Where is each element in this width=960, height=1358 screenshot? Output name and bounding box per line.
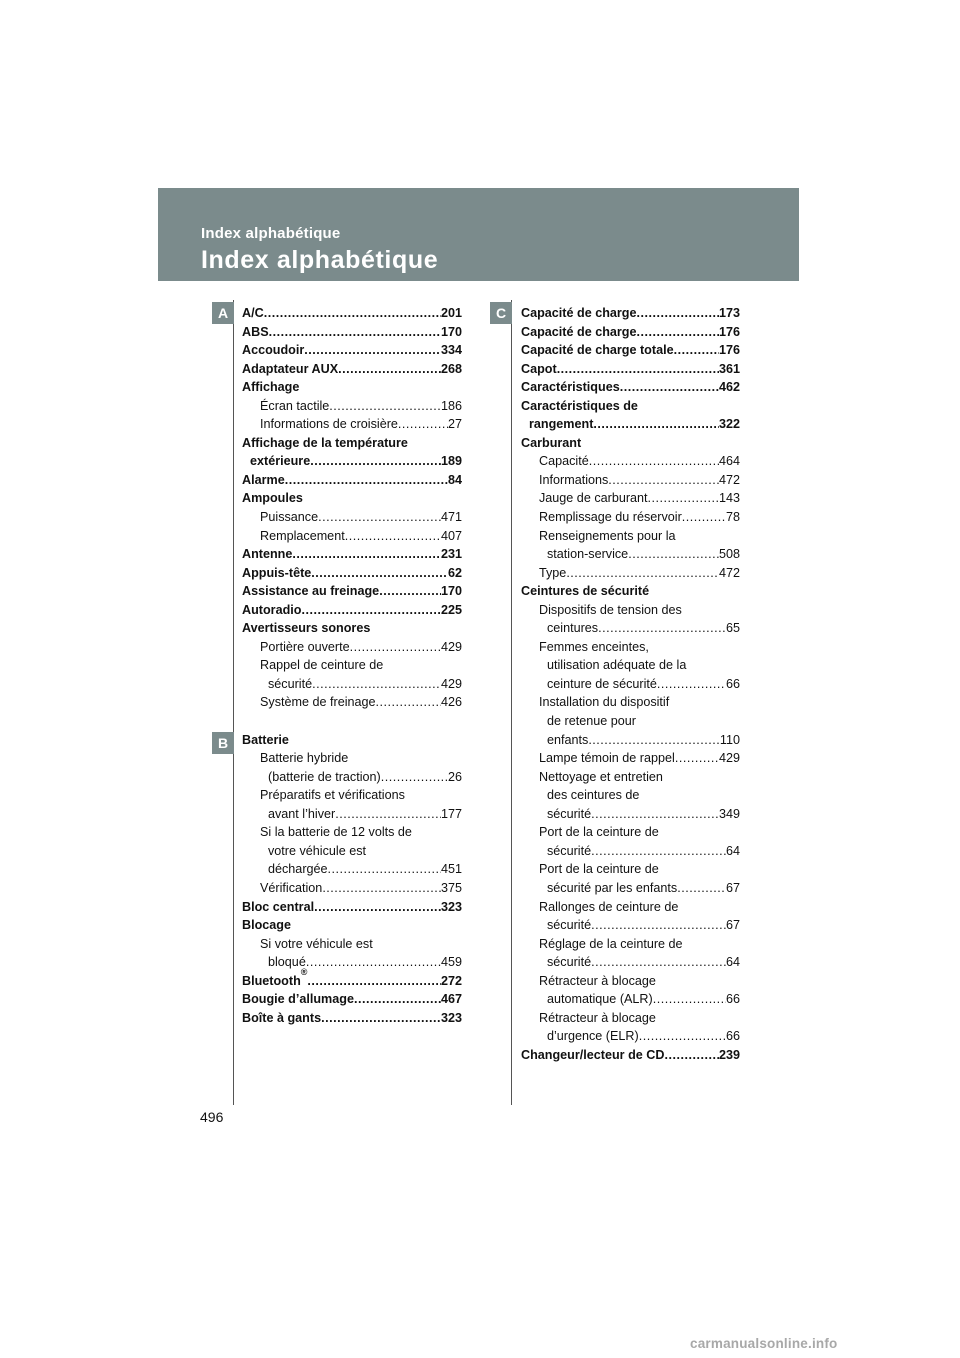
entry-term: Capacité de charge totale [521,343,674,358]
index-entry [242,786,462,805]
index-entry [521,601,740,620]
entry-page: 170 [440,324,462,339]
index-entry [242,768,462,787]
dot-leader [637,304,719,323]
dot-leader [628,545,719,564]
index-entry [521,749,740,768]
index-entry [242,656,462,675]
entry-page: 67 [725,880,740,895]
section-badge-c: C [490,302,512,324]
entry-page: 322 [718,417,740,432]
index-entry [242,675,462,694]
entry-term: Batterie [242,732,289,747]
index-entry [521,879,740,898]
index-entry [521,1046,740,1065]
entry-term: Remplissage du réservoir [539,510,682,525]
entry-term: rangement [529,417,594,432]
entry-page: 143 [718,491,740,506]
entry-page: 429 [440,639,462,654]
entry-term: Jauge de carburant [539,491,648,506]
index-entry [521,545,740,564]
entry-term: Si la batterie de 12 volts de [260,825,412,840]
entry-page: 66 [725,992,740,1007]
entry-term: Femmes enceintes, [539,639,649,654]
index-entry [521,675,740,694]
dot-leader [591,916,726,935]
dot-leader [682,508,726,527]
section-gap [242,712,462,731]
entry-term: sécurité [268,676,313,691]
index-entry [242,582,462,601]
entry-term: Batterie hybride [260,751,349,766]
entry-page: 471 [440,510,462,525]
entry-term: Blocage [242,918,291,933]
index-entry [242,360,462,379]
entry-page: 201 [440,306,462,320]
index-entry [521,786,740,805]
entry-term: ceintures [547,621,599,636]
entry-term: ABS [242,324,269,339]
entry-term: Changeur/lecteur de CD [521,1047,665,1062]
index-entry [242,916,462,935]
index-entry [521,990,740,1009]
entry-term: Puissance [260,510,319,525]
dot-leader [285,471,448,490]
entry-term: sécurité [547,843,592,858]
entry-term: avant l’hiver [268,806,336,821]
index-entry [521,452,740,471]
dot-leader [269,323,441,342]
entry-page: 334 [440,343,462,358]
entry-page: 407 [440,528,462,543]
column-divider-right [511,300,512,1105]
entry-page: 170 [440,584,462,599]
entry-page: 27 [447,417,462,432]
column-divider-left [233,300,234,1105]
index-entry [242,879,462,898]
index-entry [521,638,740,657]
entry-term: Préparatifs et vérifications [260,788,405,803]
index-entry [521,916,740,935]
entry-page: 467 [440,992,462,1007]
dot-leader [312,675,441,694]
index-entry [242,898,462,917]
entry-page: 225 [440,602,462,617]
entry-term: Lampe témoin de rappel [539,751,675,766]
entry-page: 231 [440,547,462,562]
page-header [158,188,799,281]
entry-term: Renseignements pour la [539,528,676,543]
index-entry [521,378,740,397]
entry-page: 110 [719,732,740,747]
entry-term: d’urgence (ELR) [547,1029,639,1044]
entry-page: 361 [718,361,740,376]
index-entry [242,638,462,657]
header-subtitle: Index alphabétique [201,225,341,242]
index-entry [521,953,740,972]
entry-term: Rétracteur à blocage [539,973,656,988]
index-entry [242,508,462,527]
entry-page: 508 [718,547,740,562]
entry-term: Bougie d’allumage [242,992,354,1007]
index-entry [521,860,740,879]
entry-term: Capot [521,361,557,376]
entry-term: Remplacement [260,528,345,543]
entry-term: Avertisseurs sonores [242,621,371,636]
dot-leader [591,805,719,824]
dot-leader [593,415,719,434]
dot-leader [328,860,441,879]
dot-leader [329,397,441,416]
entry-term: Appuis-tête [242,565,312,580]
dot-leader [307,972,441,991]
entry-term: Rappel de ceinture de [260,658,384,673]
entry-term: Capacité de charge [521,306,637,320]
index-entry [521,972,740,991]
dot-leader [637,323,719,342]
dot-leader [591,953,726,972]
entry-term: Bloc central [242,899,315,914]
index-entry [242,953,462,972]
dot-leader [398,415,448,434]
index-column-left [242,304,462,1027]
index-entry [521,935,740,954]
dot-leader [322,879,441,898]
entry-page: 186 [440,398,462,413]
entry-term: Bluetooth [242,973,301,988]
index-entry [521,768,740,787]
entry-page: 239 [718,1047,740,1062]
index-entry [521,434,740,453]
dot-leader [321,1009,441,1028]
index-entry [242,545,462,564]
index-entry [242,805,462,824]
index-entry [242,415,462,434]
index-entry [242,378,462,397]
index-entry [521,693,740,712]
entry-term: Type [539,565,567,580]
entry-term: Vérification [260,880,323,895]
index-entry [242,434,462,453]
entry-page: 66 [725,676,740,691]
entry-term: Adaptateur AUX [242,361,339,376]
dot-leader [648,489,719,508]
index-entry [521,397,740,416]
dot-leader [598,619,726,638]
index-entry [242,860,462,879]
entry-page: 176 [718,343,740,358]
entry-term: Informations de croisière [260,417,398,432]
dot-leader [292,545,441,564]
dot-leader [306,953,441,972]
entry-term: Ampoules [242,491,303,506]
index-entry [242,842,462,861]
entry-term: Rétracteur à blocage [539,1010,656,1025]
index-entry [521,304,740,323]
entry-page: 272 [440,973,462,988]
section-badge-a: A [212,302,234,324]
index-entry [242,935,462,954]
entry-page: 64 [725,843,740,858]
index-entry [242,1009,462,1028]
index-entry [242,304,462,323]
index-entry [242,341,462,360]
dot-leader [301,601,441,620]
index-entry [521,805,740,824]
dot-leader [350,638,441,657]
entry-term: Carburant [521,435,582,450]
entry-term: sécurité [547,955,592,970]
entry-term: utilisation adéquate de la [547,658,687,673]
index-entry [242,731,462,750]
index-entry [242,452,462,471]
index-entry [521,582,740,601]
index-entry [242,990,462,1009]
dot-leader [591,842,726,861]
entry-term: de retenue pour [547,714,636,729]
entry-term: Caractéristiques de [521,398,638,413]
index-entry [521,656,740,675]
index-entry [521,489,740,508]
entry-page: 349 [718,806,740,821]
registered-mark: ® [300,966,308,977]
entry-term: Capacité [539,454,589,469]
dot-leader [677,879,726,898]
entry-term: Capacité de charge [521,324,637,339]
dot-leader [264,304,441,323]
index-column-right [521,304,740,1064]
entry-page: 429 [718,751,740,766]
dot-leader [304,341,441,360]
entry-page: 426 [440,695,462,710]
index-entry [521,619,740,638]
dot-leader [376,693,441,712]
index-entry [242,397,462,416]
entry-page: 173 [718,306,740,320]
entry-page: 323 [440,1010,462,1025]
entry-term: Informations [539,472,609,487]
index-entry [521,341,740,360]
dot-leader [588,731,720,750]
dot-leader [557,360,719,379]
index-entry [521,360,740,379]
entry-term: station-service [547,547,629,562]
index-entry [242,749,462,768]
entry-page: 26 [447,769,462,784]
dot-leader [674,341,719,360]
entry-term: sécurité par les enfants [547,880,678,895]
index-entry [521,527,740,546]
index-entry [521,471,740,490]
entry-term: Nettoyage et entretien [539,769,663,784]
index-entry [242,471,462,490]
entry-term: sécurité [547,806,592,821]
entry-term: automatique (ALR) [547,992,653,1007]
entry-term: Portière ouverte [260,639,350,654]
entry-term: extérieure [250,454,311,469]
section-badge-b: B [212,732,234,754]
entry-term: Caractéristiques [521,380,620,395]
entry-term: A/C [242,306,264,320]
index-entry [242,693,462,712]
index-entry [242,527,462,546]
entry-page: 472 [718,565,740,580]
dot-leader [381,768,448,787]
entry-term: Assistance au freinage [242,584,380,599]
index-entry [242,564,462,583]
entry-page: 62 [447,565,462,580]
entry-page: 429 [440,676,462,691]
dot-leader [335,805,441,824]
entry-term: Boîte à gants [242,1010,322,1025]
dot-leader [653,990,726,1009]
dot-leader [566,564,719,583]
dot-leader [345,527,441,546]
dot-leader [608,471,719,490]
entry-term: Autoradio [242,602,302,617]
entry-page: 64 [725,955,740,970]
entry-page: 459 [440,955,462,970]
index-entry [521,1027,740,1046]
entry-term: Système de freinage [260,695,376,710]
entry-page: 323 [440,899,462,914]
dot-leader [354,990,441,1009]
dot-leader [338,360,441,379]
entry-term: enfants [547,732,589,747]
entry-term: des ceintures de [547,788,640,803]
entry-term: Affichage de la température [242,435,408,450]
index-entry [521,842,740,861]
entry-page: 268 [440,361,462,376]
index-entry [521,1009,740,1028]
entry-term: Installation du dispositif [539,695,670,710]
dot-leader [318,508,441,527]
entry-term: bloqué [268,955,306,970]
index-entry [521,898,740,917]
index-entry [521,508,740,527]
entry-term: votre véhicule est [268,843,367,858]
dot-leader [675,749,719,768]
index-entry [521,731,740,750]
entry-term: Rallonges de ceinture de [539,899,679,914]
dot-leader [379,582,441,601]
dot-leader [314,898,441,917]
entry-term: Alarme [242,472,285,487]
entry-term: Affichage [242,380,300,395]
dot-leader [589,452,719,471]
index-entry [521,712,740,731]
entry-page: 177 [440,806,462,821]
entry-page: 464 [718,454,740,469]
index-entry [242,823,462,842]
watermark: carmanualsonline.info [690,1336,838,1351]
dot-leader [311,564,448,583]
entry-term: déchargée [268,862,328,877]
entry-term: Antenne [242,547,293,562]
entry-page: 451 [440,862,462,877]
entry-term: Port de la ceinture de [539,862,659,877]
entry-page: 472 [718,472,740,487]
page-title: Index alphabétique [201,246,439,274]
entry-term: sécurité [547,918,592,933]
entry-page: 78 [725,510,740,525]
entry-term: ceinture de sécurité [547,676,657,691]
entry-term: Si votre véhicule est [260,936,373,951]
entry-page: 65 [725,621,740,636]
entry-page: 66 [725,1029,740,1044]
index-entry [242,489,462,508]
entry-page: 84 [447,472,462,487]
entry-page: 189 [440,454,462,469]
entry-term: Accoudoir [242,343,305,358]
entry-term: Réglage de la ceinture de [539,936,683,951]
index-entry [521,415,740,434]
page-number: 496 [200,1109,224,1125]
entry-page: 176 [718,324,740,339]
index-entry [242,619,462,638]
index-entry [242,323,462,342]
index-entry [521,564,740,583]
index-entry [242,601,462,620]
entry-term: (batterie de traction) [268,769,381,784]
entry-term: Dispositifs de tension des [539,602,682,617]
dot-leader [620,378,719,397]
dot-leader [664,1046,719,1065]
entry-page: 462 [718,380,740,395]
entry-term: Port de la ceinture de [539,825,659,840]
entry-page: 375 [440,880,462,895]
entry-page: 67 [725,918,740,933]
index-entry [521,323,740,342]
dot-leader [657,675,726,694]
dot-leader [310,452,441,471]
index-entry [521,823,740,842]
index-entry [242,966,462,991]
entry-term: Écran tactile [260,398,330,413]
dot-leader [639,1027,726,1046]
entry-term: Ceintures de sécurité [521,584,650,599]
